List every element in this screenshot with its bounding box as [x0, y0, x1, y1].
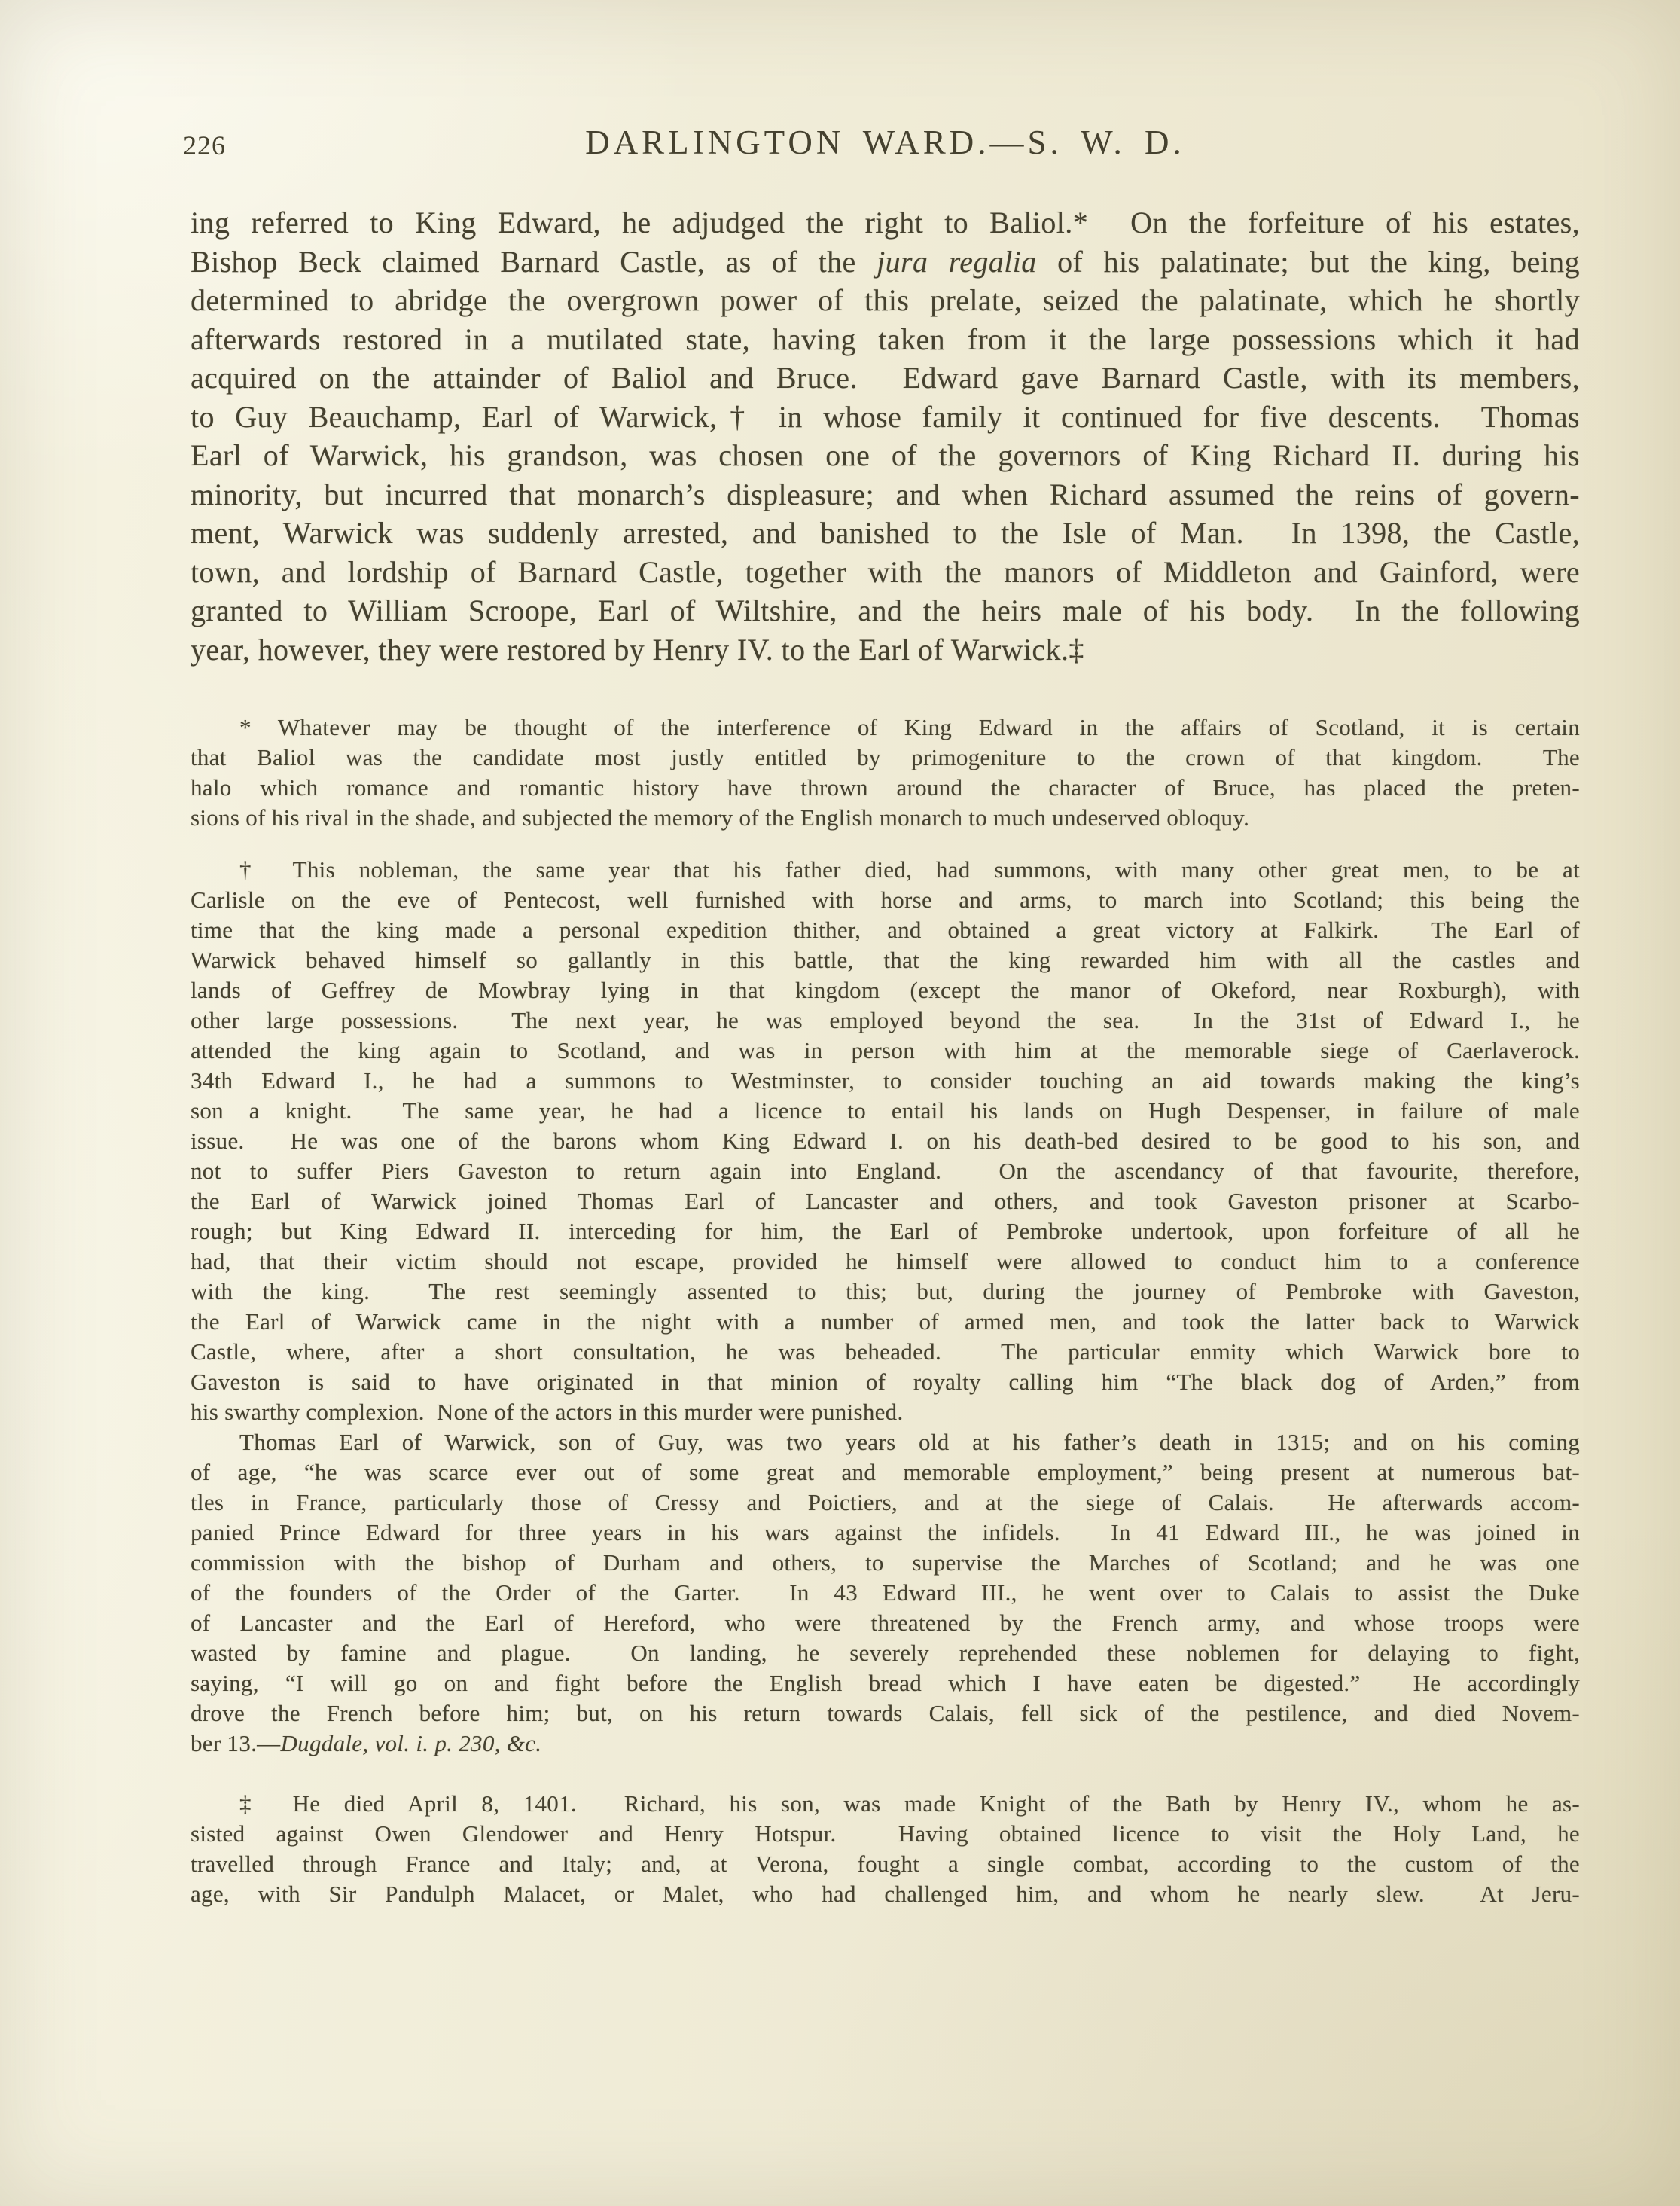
running-header: DARLINGTON WARD.—S. W. D. [585, 124, 1185, 161]
footnote-star-block [191, 712, 1580, 833]
text-line: 34th Edward I., he had a summons to Westminster, to consider touching an aid towards making the king’s [191, 1067, 1580, 1094]
text-line: of the founders of the Order of the Garter. In 43 Edward III., he went over to Calais to assist the Duke [191, 1579, 1580, 1606]
text-line: Gaveston is said to have originated in that minion of royalty calling him “The black dog of Arden,” from [191, 1368, 1580, 1395]
paragraph [191, 712, 1580, 833]
text-line: halo which romance and romantic history have thrown around the character of Bruce, has placed the preten- [191, 774, 1580, 801]
text-line: granted to William Scroope, Earl of Wiltshire, and the heirs male of his body. In the following [191, 593, 1580, 627]
text-line: * Whatever may be thought of the interference of King Edward in the affairs of Scotland, it is certain [239, 714, 1580, 740]
text-line: of age, “he was scarce ever out of some great and memorable employment,” being present at numerous bat- [191, 1459, 1580, 1485]
text-line: afterwards restored in a mutilated state, having taken from it the large possessions which it had [191, 322, 1580, 356]
text-line: to Guy Beauchamp, Earl of Warwick,† in whose family it continued for five descents. Thomas [191, 399, 1580, 434]
text-line: tles in France, particularly those of Cressy and Poictiers, and at the siege of Calais. He afterwards accom- [191, 1489, 1580, 1515]
text-line: the Earl of Warwick came in the night with a number of armed men, and took the latter back to Warwick [191, 1308, 1580, 1335]
text-line: of Lancaster and the Earl of Hereford, who were threatened by the French army, and whose troops were [191, 1609, 1580, 1636]
text-line: wasted by famine and plague. On landing, he severely reprehended these noblemen for delaying to fight, [191, 1640, 1580, 1666]
text-line: panied Prince Edward for three years in his wars against the infidels. In 41 Edward III., he was joined in [191, 1519, 1580, 1545]
text-line: minority, but incurred that monarch’s displeasure; and when Richard assumed the reins of govern- [191, 477, 1580, 511]
text-line: Thomas Earl of Warwick, son of Guy, was two years old at his father’s death in 1315; and on his coming [239, 1429, 1580, 1455]
text-line: sisted against Owen Glendower and Henry Hotspur. Having obtained licence to visit the Holy Land, he [191, 1820, 1580, 1847]
text-line: lands of Geffrey de Mowbray lying in that kingdom (except the manor of Okeford, near Roxburgh), with [191, 977, 1580, 1003]
text-line: year, however, they were restored by Henry IV. to the Earl of Warwick.‡ [191, 632, 1084, 667]
text-line: other large possessions. The next year, he was employed beyond the sea. In the 31st of Edward I., he [191, 1007, 1580, 1033]
text-line: Carlisle on the eve of Pentecost, well furnished with horse and arms, to march into Scotland; this being the [191, 886, 1580, 913]
text-line: travelled through France and Italy; and, at Verona, fought a single combat, according to the custom of the [191, 1851, 1580, 1877]
text-line: Earl of Warwick, his grandson, was chosen one of the governors of King Richard II. during his [191, 438, 1580, 472]
text-line: drove the French before him; but, on his return towards Calais, fell sick of the pestilence, and died Novem- [191, 1700, 1580, 1726]
paragraph [191, 855, 1580, 1427]
text-line: ing referred to King Edward, he adjudged the right to Baliol.* On the forfeiture of his estates, [191, 206, 1580, 240]
text-line: sions of his rival in the shade, and subjected the memory of the English monarch to much undeserved obloquy. [191, 804, 1250, 831]
page-number: 226 [183, 130, 226, 160]
main-text-block [191, 203, 1580, 669]
text-line: ‡ He died April 8, 1401. Richard, his son, was made Knight of the Bath by Henry IV., whom he as- [239, 1790, 1580, 1817]
text-line: commission with the bishop of Durham and others, to supervise the Marches of Scotland; and he was one [191, 1549, 1580, 1576]
text-line: attended the king again to Scotland, and was in person with him at the memorable siege of Caerlaverock. [191, 1037, 1580, 1063]
text-line: acquired on the attainder of Baliol and Bruce. Edward gave Barnard Castle, with its members, [191, 361, 1580, 395]
text-line: had, that their victim should not escape, provided he himself were allowed to conduct him to a conference [191, 1248, 1580, 1274]
text-line: town, and lordship of Barnard Castle, together with the manors of Middleton and Gainford, were [191, 554, 1580, 589]
text-line: determined to abridge the overgrown power of this prelate, seized the palatinate, which he shortly [191, 283, 1580, 317]
paragraph [191, 203, 1580, 669]
text-line: that Baliol was the candidate most justly entitled by primogeniture to the crown of that kingdom. The [191, 744, 1580, 770]
text-line: age, with Sir Pandulph Malacet, or Malet, who had challenged him, and whom he nearly slew. At Jeru- [191, 1881, 1580, 1907]
text-line: Castle, where, after a short consultation, he was beheaded. The particular enmity which Warwick bore to [191, 1338, 1580, 1365]
text-line: son a knight. The same year, he had a licence to entail his lands on Hugh Despenser, in failure of male [191, 1097, 1580, 1124]
text-line: time that the king made a personal expedition thither, and obtained a great victory at Falkirk. The Earl of [191, 917, 1580, 943]
text-line: the Earl of Warwick joined Thomas Earl of Lancaster and others, and took Gaveston prisoner at Scarbo- [191, 1188, 1580, 1214]
footnote-dagger-block [191, 855, 1580, 1759]
text-line: rough; but King Edward II. interceding for him, the Earl of Pembroke undertook, upon forfeiture of all he [191, 1218, 1580, 1244]
paragraph [191, 1789, 1580, 1909]
text-line: saying, “I will go on and fight before the English bread which I have eaten be digested.” He accordingly [191, 1670, 1580, 1696]
text-line: Bishop Beck claimed Barnard Castle, as of the jura regalia of his palatinate; but the king, being [191, 244, 1580, 279]
text-line: issue. He was one of the barons whom King Edward I. on his death-bed desired to be good to his son, and [191, 1127, 1580, 1154]
text-line: ber 13.—Dugdale, vol. i. p. 230, &c. [191, 1730, 542, 1756]
text-line: his swarthy complexion. None of the actors in this murder were punished. [191, 1399, 904, 1425]
paragraph [191, 1427, 1580, 1759]
footnote-double-dagger-block [191, 1789, 1580, 1909]
text-line: Warwick behaved himself so gallantly in this battle, that the king rewarded him with all the castles and [191, 947, 1580, 973]
text-line: with the king. The rest seemingly assented to this; but, during the journey of Pembroke with Gaveston, [191, 1278, 1580, 1304]
text-line: not to suffer Piers Gaveston to return again into England. On the ascendancy of that favourite, therefore, [191, 1158, 1580, 1184]
text-line: ment, Warwick was suddenly arrested, and banished to the Isle of Man. In 1398, the Castle, [191, 516, 1580, 550]
text-line: † This nobleman, the same year that his father died, had summons, with many other great men, to be at [239, 856, 1580, 883]
